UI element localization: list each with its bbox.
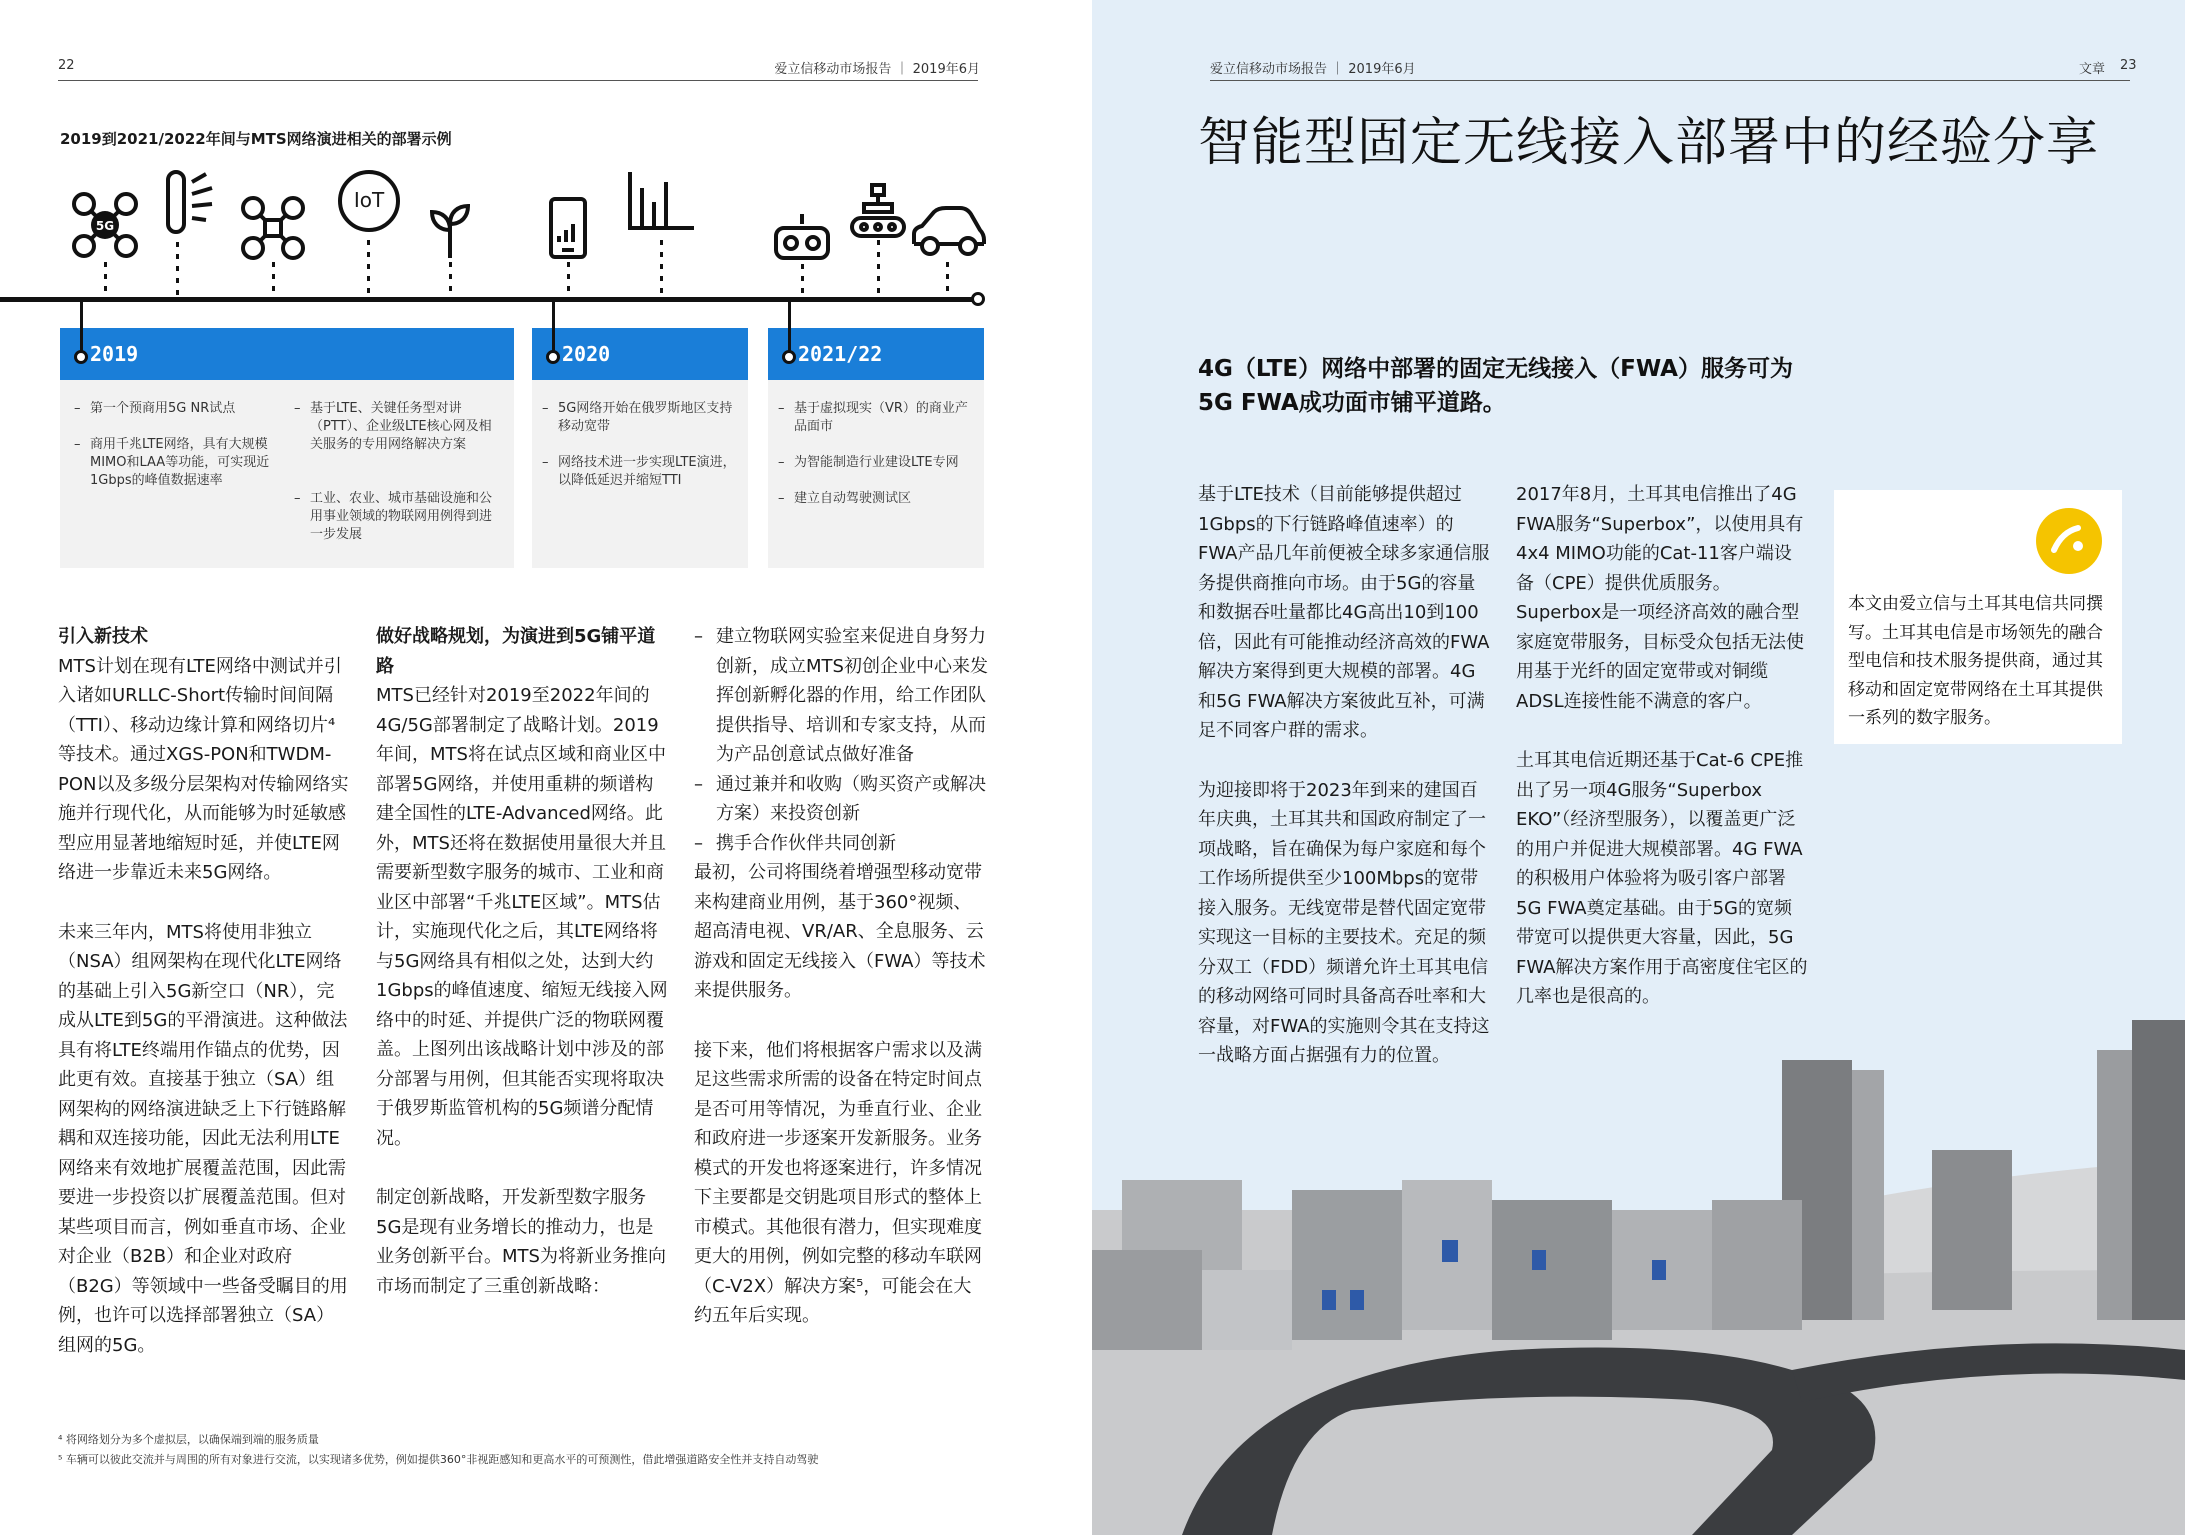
running-head-left: 爱立信移动市场报告 ｜ 2019年6月 — [774, 62, 980, 77]
turk-telekom-logo — [2034, 506, 2104, 576]
left-page — [0, 0, 1092, 1535]
footnote: ⁵ 车辆可以彼此交流并与周围的所有对象进行交流，以实现诸多优势，例如提供360°非视距感知和更高水平的可预测性，借此增强道路安全性并支持自动驾驶 — [58, 1453, 819, 1466]
section-label: 文章 — [2079, 62, 2106, 77]
running-head-right: 爱立信移动市场报告 ｜ 2019年6月 — [1210, 62, 1416, 77]
left-body-col-1 — [58, 622, 352, 1390]
partner-sidebox — [1834, 490, 2122, 744]
car-icon — [910, 204, 986, 260]
strategy-list — [694, 622, 988, 858]
list-item: – 网络技术进一步实现LTE演进，以降低延迟并缩短TTI — [542, 455, 736, 488]
sidebox-text: 本文由爱立信与土耳其电信共同撰写。土耳其电信是市场领先的融合型电信和技术服务提供商，通过其移动和固定宽带网络在土耳其提供一系列的数字服务。 — [1848, 594, 2103, 728]
article-title: 智能型固定无线接入部署中的经验分享 — [1198, 113, 2100, 173]
connector — [176, 242, 179, 298]
page-number-right: 23 — [2120, 58, 2137, 73]
right-page — [1092, 0, 2185, 1535]
robot-icon — [848, 182, 908, 240]
paragraph: 为迎接即将于2023年到来的建国百年庆典，土耳其共和国政府制定了一项战略，旨在确保为每户家庭和每个工作场所提供至少100Mbps的宽带接入服务。无线宽带是替代固定宽带实现这一目标的主要技术。充足的频分双工（FDD）频谱允许土耳其电信的移动网络可同时具备高吞吐率和大容量，对FWA的实施则令其在支持这一战略方面占据强有力的位置。 — [1198, 779, 1490, 1066]
5g-label: 5G — [95, 219, 115, 233]
list-item: – 通过兼并和收购（购买资产或解决方案）来投资创新 — [694, 773, 986, 824]
connector — [272, 262, 275, 298]
right-body-col-1 — [1198, 480, 1490, 1101]
year-bar-2021: 2021/22 — [768, 328, 984, 380]
list-item: – 建立物联网实验室来促进自身努力创新，成立MTS初创企业中心来发挥创新孵化器的作用，给工作团队提供指导、培训和专家支持，从而为产品创意试点做好准备 — [694, 626, 988, 765]
connector — [104, 262, 107, 298]
list-item: – 建立自动驾驶测试区 — [778, 491, 912, 506]
list-item: – 工业、农业、城市基础设施和公用事业领域的物联网用例得到进一步发展 — [294, 491, 493, 542]
vr-headset-icon — [772, 212, 832, 264]
year-stem — [80, 302, 83, 354]
left-body-col-2 — [376, 622, 670, 1331]
connector — [567, 262, 570, 298]
connector — [877, 240, 880, 298]
paragraph: 最初，公司将围绕着增强型移动宽带来构建商业用例，基于360°视频、超高清电视、VR/AR、全息服务、云游戏和固定无线接入（FWA）等技术来提供服务。 — [694, 862, 986, 1001]
smartphone-icon — [548, 196, 588, 260]
connector — [367, 240, 370, 298]
list-item: – 第一个预商用5G NR试点 — [74, 401, 236, 416]
list-item: – 基于LTE、关键任务型对讲（PTT）、企业级LTE核心网及相关服务的专用网络解决方案 — [294, 401, 492, 452]
list-item: – 5G网络开始在俄罗斯地区支持移动宽带 — [542, 401, 733, 434]
year-dot — [782, 350, 796, 364]
plant-icon — [428, 200, 472, 260]
paragraph: 基于LTE技术（目前能够提供超过1Gbps的下行链路峰值速率）的FWA产品几年前便被全球多家通信服务提供商推向市场。由于5G的容量和数据吞吐量都比4G高出10到100倍，因此有可能推动经济高效的FWA解决方案得到更大规模的部署。4G和5G FWA解决方案彼此互补，可满足不同客户群的需求。 — [1198, 484, 1490, 741]
paragraph: 土耳其电信近期还基于Cat-6 CPE推出了另一项4G服务“Superbox EKO”（经济型服务），以覆盖更广泛的用户并促进大规模部署。4G FWA的积极用户体验将为吸引客户部署5G FWA奠定基础。由于5G的宽频带宽可以提供更大容量，因此，5G FWA解决方案作用于高密度住宅区的几率也是很高的。 — [1516, 750, 1808, 1007]
city-illustration — [1092, 1010, 2185, 1535]
list-item: – 商用千兆LTE网络，具有大规模MIMO和LAA等功能，可实现近1Gbps的峰值数据速率 — [74, 437, 270, 488]
connector — [660, 240, 663, 298]
page-number-left: 22 — [58, 58, 75, 73]
list-item: – 携手合作伙伴共同创新 — [694, 832, 896, 854]
paragraph: 制定创新战略，开发新型数字服务5G是现有业务增长的推动力，也是业务创新平台。MTS为将新业务推向市场而制定了三重创新战略： — [376, 1187, 666, 1297]
paragraph: MTS已经针对2019至2022年间的4G/5G部署制定了战略计划。2019年间，MTS将在试点区域和商业区中部署5G网络，并使用重耕的频谱构建全国性的LTE-Advanced网络。此外，MTS还将在数据使用量很大并且需要新型数字服务的城市、工业和商业区中部署“千兆LTE区域”。MTS估计，实施现代化之后，其LTE网络将与5G网络具有相似之处，达到大约1Gbps的峰值速度、缩短无线接入网络中的时延、并提供广泛的物联网覆盖。上图列出该战略计划中涉及的部分部署与用例，但其能否实现将取决于俄罗斯监管机构的5G频谱分配情况。 — [376, 685, 668, 1149]
footnotes — [58, 1430, 1038, 1470]
year-bar-2019: 2019 — [60, 328, 514, 380]
year-stem — [552, 302, 555, 354]
paragraph: MTS计划在现有LTE网络中测试并引入诸如URLLC-Short传输时间间隔（TTI）、移动边缘计算和网络切片⁴等技术。通过XGS-PON和TWDM-PON以及多级分层架构对传输网络实施并行现代化，从而能够为时延敏感型应用显著地缩短时延，并使LTE网络进一步靠近未来5G网络。 — [58, 655, 349, 883]
paragraph: 2017年8月，土耳其电信推出了4G FWA服务“Superbox”，以使用具有4x4 MIMO功能的Cat-11客户端设备（CPE）提供优质服务。Superbox是一项经济高效的融合型家庭宽带服务，目标受众包括无法使用基于光纤的固定宽带或对铜缆ADSL连接性能不满意的客户。 — [1516, 484, 1804, 712]
bar-chart-icon — [626, 168, 696, 232]
timeline-axis — [0, 297, 976, 302]
header-rule — [1210, 80, 2130, 81]
figure-title: 2019到2021/2022年间与MTS网络演进相关的部署示例 — [60, 130, 452, 148]
section-heading: 做好战略规划，为演进到5G铺平道路 — [376, 626, 656, 677]
list-item: – 基于虚拟现实（VR）的商业产品面市 — [778, 401, 968, 434]
right-body-col-2 — [1516, 480, 1808, 1042]
list-item: – 为智能制造行业建设LTE专网 — [778, 455, 959, 470]
paragraph: 未来三年内，MTS将使用非独立（NSA）组网架构在现代化LTE网络的基础上引入5G新空口（NR），完成从LTE到5G的平滑演进。这种做法具有将LTE终端用作锚点的优势，因此更有效。直接基于独立（SA）组网架构的网络演进缺乏上下行链路解耦和双连接功能，因此无法利用LTE网络来有效地扩展覆盖范围，因此需要进一步投资以扩展覆盖范围。但对某些项目而言，例如垂直市场、企业对企业（B2B）和企业对政府（B2G）等领域中一些备受瞩目的用例，也许可以选择部署独立（SA）组网的5G。 — [58, 921, 348, 1356]
timeline-end-dot — [971, 292, 985, 306]
year-stem — [788, 302, 791, 354]
paragraph: 接下来，他们将根据客户需求以及满足这些需求所需的设备在特定时间点是否可用等情况，为垂直行业、企业和政府进一步逐案开发新服务。业务模式的开发也将逐案进行，许多情况下主要都是交钥匙项目形式的整体上市模式。其他很有潜力，但实现难度更大的用例，例如完整的移动车联网（C-V2X）解决方案⁵，可能会在大约五年后实现。 — [694, 1039, 982, 1326]
antenna-signal-icon — [160, 168, 220, 238]
left-body-col-3 — [694, 622, 988, 1361]
connector — [946, 262, 949, 298]
article-subhead: 4G（LTE）网络中部署的固定无线接入（FWA）服务可为5G FWA成功面市铺平道路。 — [1198, 356, 1793, 416]
iot-label: IoT — [353, 188, 385, 212]
footnote: ⁴ 将网络划分为多个虚拟层，以确保端到端的服务质量 — [58, 1433, 319, 1446]
drone-icon — [240, 195, 306, 261]
header-rule — [58, 80, 978, 81]
year-dot — [74, 350, 88, 364]
section-heading: 引入新技术 — [58, 626, 148, 647]
connector — [449, 262, 452, 298]
connector — [801, 264, 804, 298]
year-bar-2020: 2020 — [532, 328, 748, 380]
year-dot — [546, 350, 560, 364]
